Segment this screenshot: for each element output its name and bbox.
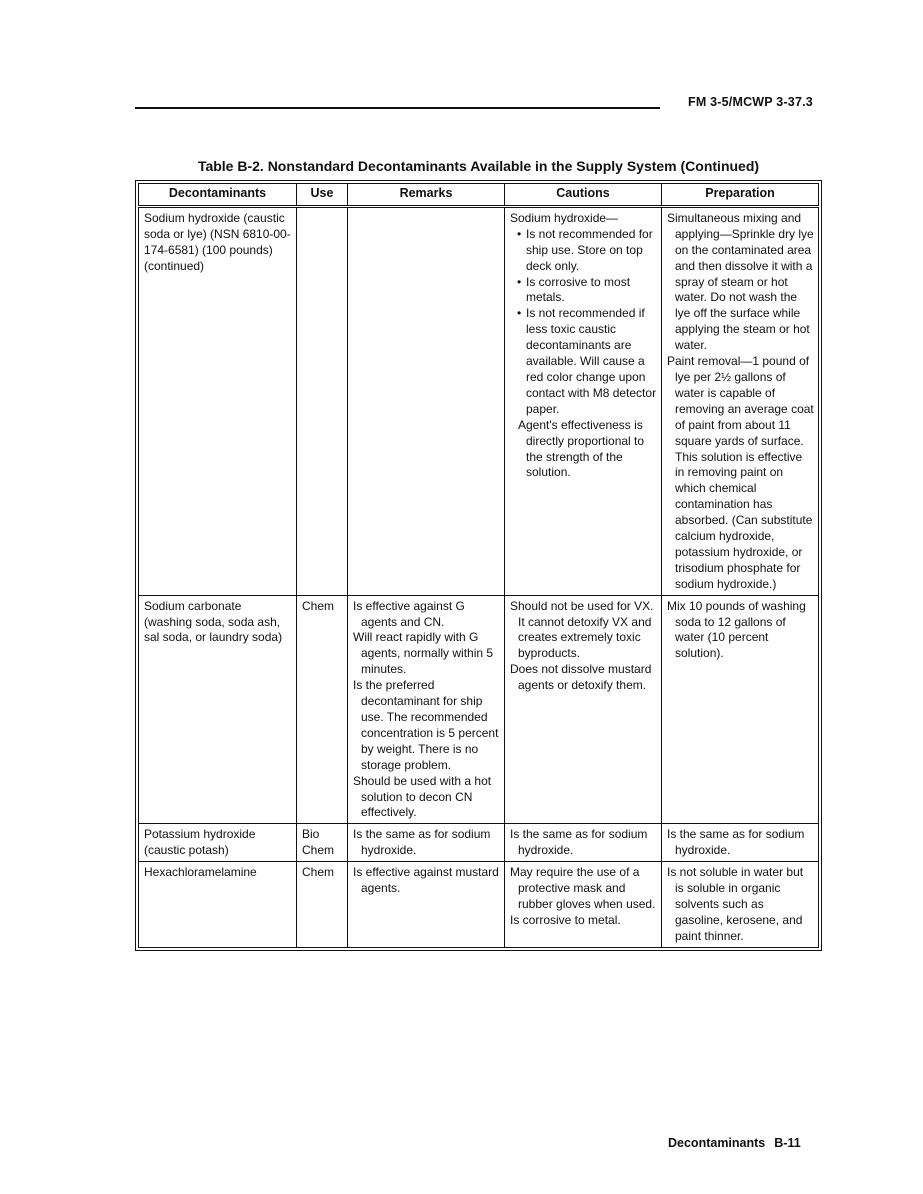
cell-cautions bbox=[505, 595, 662, 824]
decontaminants-table bbox=[138, 183, 819, 948]
decontaminant-name: Hexachloramelamine bbox=[144, 865, 257, 880]
table-title: Table B-2. Nonstandard Decontaminants Available in the Supply System (Continued) bbox=[197, 158, 760, 174]
decontaminants-table-frame bbox=[135, 180, 822, 951]
preparation-paragraph: Is the same as for sodium hydroxide. bbox=[667, 827, 805, 858]
cell-cautions bbox=[505, 862, 662, 948]
cell-remarks bbox=[348, 595, 505, 824]
cell-preparation bbox=[662, 862, 819, 948]
caution-paragraph: Is corrosive to metal. bbox=[510, 912, 621, 927]
caution-paragraph: Should not be used for VX. It cannot detoxify VX and creates extremely toxic byproducts. bbox=[510, 598, 654, 661]
cell-cautions bbox=[505, 824, 662, 862]
caution-intro: Sodium hydroxide— bbox=[510, 210, 619, 225]
table-row-potassium-hydroxide bbox=[139, 824, 819, 862]
cell-use bbox=[297, 206, 348, 595]
caution-bullet: • Is not recommended if less toxic caustic decontaminants are available. Will cause a red color change upon contact with M8 detector paper. bbox=[517, 306, 657, 416]
column-header-cautions: Cautions bbox=[505, 184, 662, 207]
remark-paragraph: Is effective against mustard agents. bbox=[353, 865, 499, 896]
caution-bullet-list bbox=[510, 227, 657, 418]
table-header-row bbox=[139, 184, 819, 207]
cell-use bbox=[297, 824, 348, 862]
cell-remarks bbox=[348, 206, 505, 595]
cell-preparation bbox=[662, 206, 819, 595]
footer-section: Decontaminants bbox=[668, 1136, 766, 1150]
remark-paragraph: Will react rapidly with G agents, normally within 5 minutes. bbox=[353, 630, 494, 677]
cell-preparation bbox=[662, 595, 819, 824]
caution-bullet: • Is not recommended for ship use. Store on top deck only. bbox=[517, 226, 653, 273]
caution-paragraph: May require the use of a protective mask and rubber gloves when used. bbox=[510, 865, 656, 911]
caution-paragraph: Is the same as for sodium hydroxide. bbox=[510, 827, 648, 858]
header-rule bbox=[135, 107, 660, 109]
caution-paragraph: Agent's effectiveness is directly proportional to the strength of the solution. bbox=[518, 417, 645, 480]
remark-paragraph: Is effective against G agents and CN. bbox=[353, 598, 465, 629]
preparation-paragraph: Paint removal—1 pound of lye per 2½ gallons of water is capable of removing an average coat of paint from about 11 square yards of surface. This solution is effective in removing paint on which chemical contamination has absorbed. (Can substitute calcium hydroxide, potassium hydroxide, or trisodium phosphate for sodium hydroxide.) bbox=[667, 354, 814, 591]
document-reference: FM 3-5/MCWP 3-37.3 bbox=[688, 95, 813, 109]
table-row-sodium-hydroxide bbox=[139, 206, 819, 595]
bullet-icon: • bbox=[517, 306, 522, 321]
cell-decontaminant bbox=[139, 206, 297, 595]
footer-page-number: B-11 bbox=[774, 1136, 801, 1150]
cell-decontaminant bbox=[139, 595, 297, 824]
cell-use: Chem bbox=[297, 595, 348, 824]
cell-remarks bbox=[348, 824, 505, 862]
cell-decontaminant bbox=[139, 824, 297, 862]
decontaminant-name: Sodium carbonate (washing soda, soda ash, sal soda, or laundry soda) bbox=[144, 598, 283, 645]
caution-bullet: • Is corrosive to most metals. bbox=[517, 274, 631, 305]
page-footer bbox=[668, 1136, 801, 1150]
cell-decontaminant bbox=[139, 862, 297, 948]
caution-paragraph: Does not dissolve mustard agents or detoxify them. bbox=[510, 662, 652, 693]
column-header-use: Use bbox=[297, 184, 348, 207]
table-row-sodium-carbonate bbox=[139, 595, 819, 824]
remark-paragraph: Should be used with a hot solution to decon CN effectively. bbox=[353, 773, 492, 820]
remark-paragraph: Is the preferred decontaminant for ship use. The recommended concentration is 5 percent by weight. There is no storage problem. bbox=[353, 678, 499, 772]
bullet-icon: • bbox=[517, 226, 522, 241]
column-header-decontaminants: Decontaminants bbox=[139, 184, 297, 207]
remark-paragraph: Is the same as for sodium hydroxide. bbox=[353, 827, 491, 858]
bullet-icon: • bbox=[517, 274, 522, 289]
preparation-paragraph: Is not soluble in water but is soluble in organic solvents such as gasoline, kerosene, and paint thinner. bbox=[667, 865, 804, 943]
decontaminant-name: Potassium hydroxide (caustic potash) bbox=[144, 827, 256, 858]
cell-preparation bbox=[662, 824, 819, 862]
use-value: Bio Chem bbox=[302, 827, 335, 858]
decontaminant-name: Sodium hydroxide (caustic soda or lye) (NSN 6810-00-174-6581) (100 pounds) (continued) bbox=[144, 210, 291, 273]
cell-use: Chem bbox=[297, 862, 348, 948]
cell-remarks bbox=[348, 862, 505, 948]
preparation-paragraph: Mix 10 pounds of washing soda to 12 gallons of water (10 percent solution). bbox=[667, 598, 806, 661]
column-header-remarks: Remarks bbox=[348, 184, 505, 207]
preparation-paragraph: Simultaneous mixing and applying—Sprinkle dry lye on the contaminated area and then dissolve it with a spray of steam or hot water. Do not wash the lye off the surface while applying the steam or hot water. bbox=[667, 210, 814, 353]
cell-cautions bbox=[505, 206, 662, 595]
table-row-hexachloramelamine bbox=[139, 862, 819, 948]
column-header-preparation: Preparation bbox=[662, 184, 819, 207]
